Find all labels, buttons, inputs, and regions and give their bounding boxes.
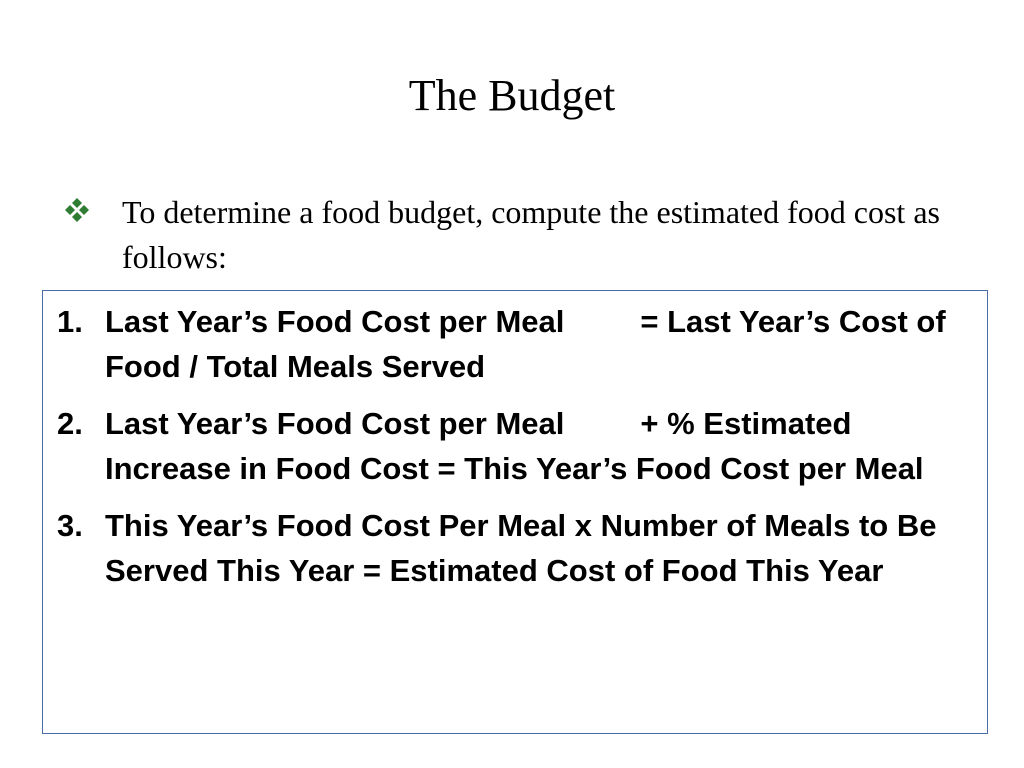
bullet-text: To determine a food budget, compute the estimated food cost as follows: [122, 194, 940, 275]
step-number: 3. [57, 508, 83, 543]
step-item [43, 401, 987, 491]
step-item [43, 503, 987, 593]
step-text: Last Year’s Food Cost per Meal + % Estimated Increase in Food Cost = This Year’s Food Cost per Meal [105, 406, 924, 486]
step-item [43, 299, 987, 389]
step-number: 2. [57, 406, 83, 441]
slide-title: The Budget [408, 71, 616, 120]
step-number: 1. [57, 304, 83, 339]
bullet-point [62, 190, 962, 280]
step-text: This Year’s Food Cost Per Meal x Number of Meals to Be Served This Year = Estimated Cost of Food This Year [105, 508, 946, 588]
four-diamond-bullet-icon [62, 190, 122, 230]
steps-box [42, 290, 988, 734]
step-text: Last Year’s Food Cost per Meal = Last Year’s Cost of Food / Total Meals Served [105, 304, 955, 384]
